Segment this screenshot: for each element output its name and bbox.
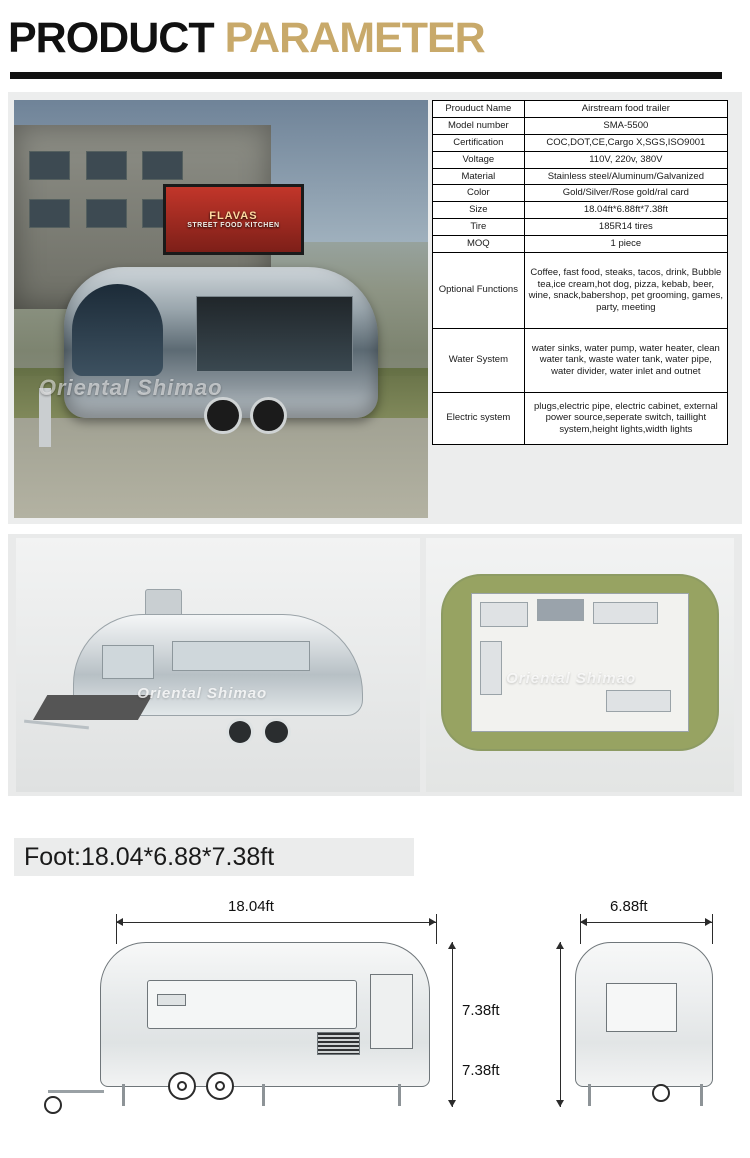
front-wheel <box>652 1084 670 1102</box>
dimension-tick <box>436 914 437 944</box>
photo-window <box>86 151 127 180</box>
side-wheel <box>168 1072 196 1100</box>
trailer-wheel <box>226 718 254 746</box>
front-height-dimension-line <box>560 942 561 1107</box>
side-vent-grille <box>317 1032 360 1055</box>
plan-equipment <box>537 599 585 621</box>
spec-value: COC,DOT,CE,Cargo X,SGS,ISO9001 <box>524 134 727 151</box>
spec-key: MOQ <box>433 236 525 253</box>
spec-value: Coffee, fast food, steaks, tacos, drink, Bubble tea,ice cream,hot dog, pizza, kebab, beer, wine, snack,babershop, pet grooming, games, party, meeting <box>524 252 727 328</box>
trailer-tongue <box>24 720 89 730</box>
spec-key: Prouduct Name <box>433 101 525 118</box>
render-watermark: Oriental Shimao <box>506 670 637 688</box>
spec-value: Gold/Silver/Rose gold/ral card <box>524 185 727 202</box>
photo-window <box>142 151 183 180</box>
photo-watermark: Oriental Shimao <box>38 374 223 400</box>
side-door <box>370 974 413 1048</box>
trailer-wheel <box>262 718 290 746</box>
page-header <box>8 10 742 80</box>
dimension-arrow-icon <box>556 1100 564 1107</box>
table-row <box>433 151 728 168</box>
wheel-hub-icon <box>215 1081 225 1091</box>
photo-wheel <box>204 397 241 435</box>
spec-value: water sinks, water pump, water heater, clean water tank, waste water tank, water pipe, water divider, water inlet and outnet <box>524 328 727 392</box>
spec-key: Material <box>433 168 525 185</box>
spec-key: Color <box>433 185 525 202</box>
front-support-leg <box>700 1084 703 1106</box>
table-row <box>433 392 728 444</box>
side-support-leg <box>122 1084 125 1106</box>
front-width-dimension-line <box>580 922 712 923</box>
dimension-drawings <box>0 884 750 1154</box>
side-length-dimension-line <box>116 922 436 923</box>
photo-shop-sign <box>163 184 304 255</box>
header-divider <box>10 72 722 79</box>
table-row <box>433 236 728 253</box>
render-watermark: Oriental Shimao <box>137 685 268 703</box>
render-3d-view <box>16 538 420 792</box>
front-height-label: 7.38ft <box>462 1062 500 1079</box>
plan-counter <box>593 602 658 624</box>
spec-value: 1 piece <box>524 236 727 253</box>
plan-counter <box>480 602 528 627</box>
foot-dimension-label: Foot:18.04*6.88*7.38ft <box>14 838 414 876</box>
dimension-arrow-icon <box>556 942 564 949</box>
photo-trailer-cab <box>72 284 163 376</box>
spec-value: Stainless steel/Aluminum/Galvanized <box>524 168 727 185</box>
photo-sign-line2: STREET FOOD KITCHEN <box>187 221 280 229</box>
table-row <box>433 168 728 185</box>
side-length-label: 18.04ft <box>228 898 274 915</box>
spec-key: Size <box>433 202 525 219</box>
wheel-hub-icon <box>177 1081 187 1091</box>
spec-value: SMA-5500 <box>524 117 727 134</box>
table-row <box>433 117 728 134</box>
table-row <box>433 185 728 202</box>
spec-value: 185R14 tires <box>524 219 727 236</box>
side-height-dimension-line <box>452 942 453 1107</box>
product-photo <box>14 100 428 518</box>
photo-window <box>86 199 127 228</box>
dimension-tick <box>116 914 117 944</box>
photo-service-window <box>196 296 353 371</box>
plan-sink <box>480 641 502 696</box>
spec-value: plugs,electric pipe, electric cabinet, external power source,seperate switch, taillight system,height lights,width lights <box>524 392 727 444</box>
table-row <box>433 101 728 118</box>
spec-key: Electric system <box>433 392 525 444</box>
side-trailer-tongue <box>48 1090 104 1093</box>
dimension-arrow-icon <box>705 918 712 926</box>
dimension-tick <box>712 914 713 944</box>
page-title <box>8 10 742 66</box>
plan-counter <box>606 690 671 712</box>
spec-key: Voltage <box>433 151 525 168</box>
floor-plan-interior <box>471 593 690 732</box>
spec-key: Water System <box>433 328 525 392</box>
side-jack-wheel <box>44 1096 62 1114</box>
spec-value: 110V, 220v, 380V <box>524 151 727 168</box>
serving-deck <box>33 695 153 720</box>
dimension-section <box>0 826 750 1158</box>
spec-value: 18.04ft*6.88ft*7.38ft <box>524 202 727 219</box>
photo-window <box>29 151 70 180</box>
front-window <box>606 983 677 1032</box>
side-support-leg <box>262 1084 265 1106</box>
trailer-window <box>102 645 154 679</box>
service-window <box>172 641 311 671</box>
dimension-arrow-icon <box>116 918 123 926</box>
spec-key: Tire <box>433 219 525 236</box>
table-row <box>433 219 728 236</box>
dimension-tick <box>580 914 581 944</box>
spec-value: Airstream food trailer <box>524 101 727 118</box>
photo-window <box>29 199 70 228</box>
side-support-leg <box>398 1084 401 1106</box>
spec-key: Model number <box>433 117 525 134</box>
specification-table-body <box>433 101 728 445</box>
dimension-arrow-icon <box>429 918 436 926</box>
side-height-label: 7.38ft <box>462 1002 500 1019</box>
photo-sign-line1: FLAVAS <box>209 209 258 222</box>
front-width-label: 6.88ft <box>610 898 648 915</box>
table-row <box>433 252 728 328</box>
render-floor-plan <box>426 538 734 792</box>
front-support-leg <box>588 1084 591 1106</box>
side-small-window <box>157 994 187 1005</box>
table-row <box>433 202 728 219</box>
spec-key: Certification <box>433 134 525 151</box>
table-row <box>433 134 728 151</box>
dimension-arrow-icon <box>448 1100 456 1107</box>
side-wheel <box>206 1072 234 1100</box>
spec-key: Optional Functions <box>433 252 525 328</box>
dimension-arrow-icon <box>448 942 456 949</box>
table-row <box>433 328 728 392</box>
page-title-part1: PRODUCT <box>8 14 225 62</box>
render-section <box>8 534 742 796</box>
side-elevation-drawing <box>100 942 430 1087</box>
floor-plan-outline <box>441 574 718 752</box>
front-elevation-drawing <box>575 942 713 1087</box>
dimension-arrow-icon <box>580 918 587 926</box>
specification-table <box>432 100 728 445</box>
page-title-part2: PARAMETER <box>224 14 485 62</box>
